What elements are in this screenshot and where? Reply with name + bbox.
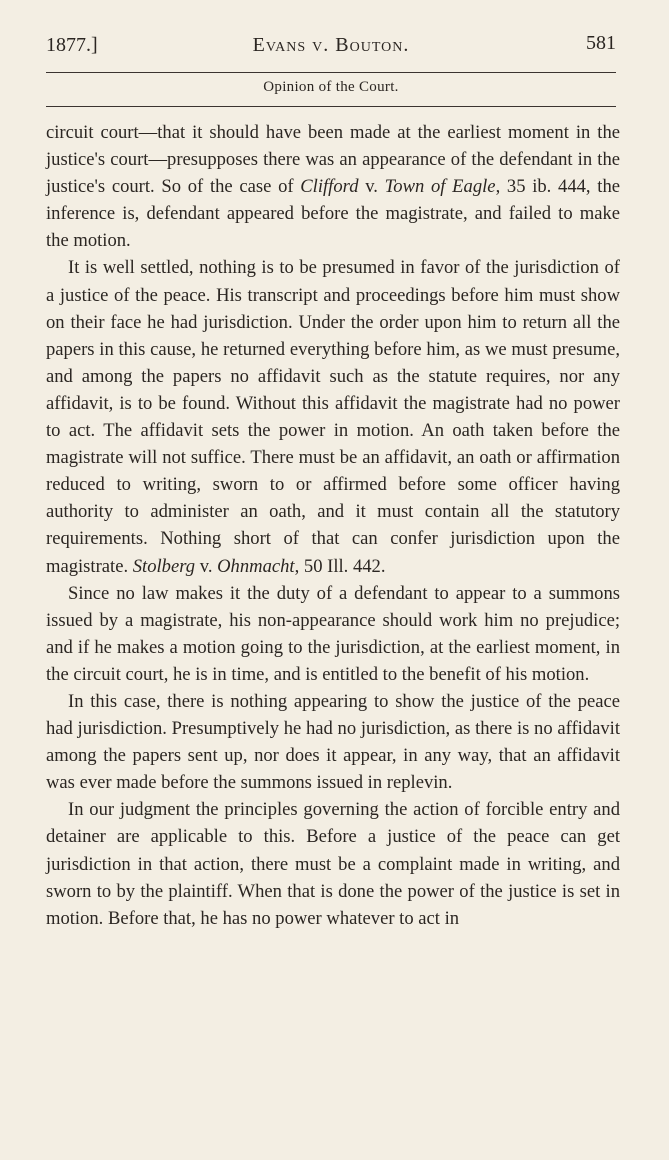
paragraph-text: , 35 ib. 444, the inference is, defendant appeared before the magistrate, and failed to make the motion. xyxy=(46,176,621,252)
case-name: Stolberg xyxy=(132,555,196,577)
paragraph-text: It is well settled, nothing is to be presumed in favor of the jurisdiction of a justice of the peace. His transcript and proceedings before him must show on their face he had jurisdiction. Under the order upon him to return all the papers in this cause, he returned everything before him, as we must presume, and among the papers no affidavit such as the statute requires, nor any affidavit, is to be found. Without this affidavit the magistrate had no power to act. The affidavit sets the power in motion. An oath taken before the magistrate will not suffice. There must be an affidavit, an oath or affirmation reduced to writing, sworn to or affirmed before some officer having authority to administer an oath, and it must contain all the statutory requirements. Nothing short of that can confer jurisdiction upon the magistrate. xyxy=(46,257,620,577)
section-subhead: Opinion of the Court. xyxy=(263,79,399,95)
opinion-body xyxy=(46,119,620,932)
case-name: Clifford xyxy=(300,176,359,198)
running-header xyxy=(46,34,616,62)
versus-text: v. xyxy=(358,176,385,198)
running-title: Evans v. Bouton. xyxy=(252,34,410,56)
paragraph-text: circuit court—that it should have been made at the earliest moment in the justice's court—presupposes there was an appearance of the defendant in the justice's court. So of the case of xyxy=(46,122,620,198)
paragraph: Since no law makes it the duty of a defendant to appear to a summons issued by a magistrate, his non-appearance should work him no prejudice; and if he makes a motion going to the jurisdiction, at the earliest moment, in the circuit court, he is in time, and is entitled to the benefit of his motion. xyxy=(46,582,620,685)
paragraph: In our judgment the principles governing the action of forcible entry and detainer are applicable to this. Before a justice of the peace can get jurisdiction in that action, there must be a complaint made in writing, and sworn to by the plaintiff. When that is done the power of the justice is set in motion. Before that, he has no power whatever to act in xyxy=(46,799,620,929)
case-name: Town of Eagle xyxy=(384,176,496,198)
subhead-rule xyxy=(46,106,616,107)
versus-text: v. xyxy=(195,555,218,577)
case-name: Ohnmacht xyxy=(217,555,295,577)
paragraph xyxy=(46,254,620,579)
paragraph: In this case, there is nothing appearing to show the justice of the peace had jurisdiction. Presumptively he had no jurisdiction, as there is no affidavit among the papers sent up, nor does it appear, in any way, that an affidavit was ever made before the summons issued in replevin. xyxy=(46,690,620,794)
header-rule xyxy=(46,72,616,73)
paragraph-continued xyxy=(46,119,620,254)
year-reference: 1877.] xyxy=(46,34,98,56)
paragraph-text: , 50 Ill. 442. xyxy=(294,555,386,577)
page-number: 581 xyxy=(586,32,616,54)
